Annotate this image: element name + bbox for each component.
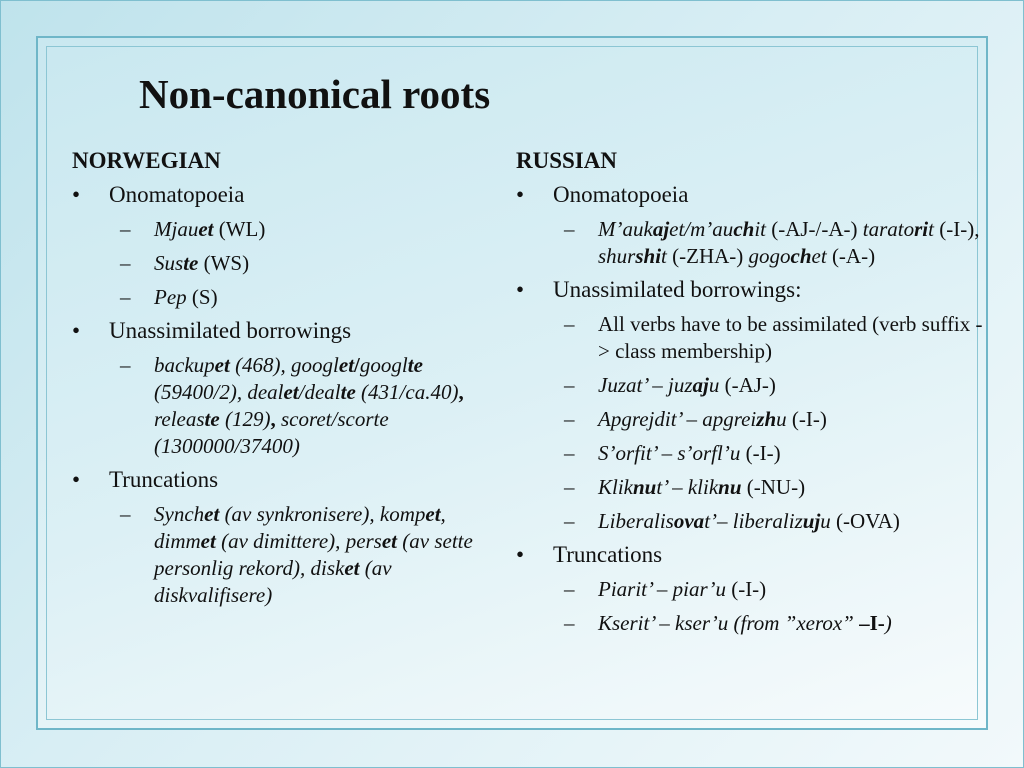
word-note: (S) bbox=[186, 285, 218, 309]
bullet-marker: • bbox=[516, 542, 525, 567]
bullet-label: Onomatopoeia bbox=[553, 182, 689, 207]
russian-truncations-list bbox=[516, 576, 986, 637]
list-item: – Kliknut’ – kliknu (-NU-) bbox=[564, 475, 806, 499]
dash-marker: – bbox=[564, 577, 575, 601]
bullet-marker: • bbox=[516, 182, 525, 207]
norwegian-column bbox=[72, 147, 504, 609]
bullet-marker: • bbox=[72, 467, 81, 492]
russian-bullet-truncations bbox=[516, 541, 986, 569]
list-item: – Juzat’ – juzaju (-AJ-) bbox=[564, 373, 776, 397]
list-item: – Apgrejdit’ – apgreizhu (-I-) bbox=[564, 407, 827, 431]
list-item bbox=[72, 284, 504, 311]
norwegian-truncations-list bbox=[72, 501, 504, 609]
bullet-label: Unassimilated borrowings bbox=[109, 318, 352, 343]
russian-onomatopoeia-list bbox=[516, 216, 986, 270]
list-item: – Liberalisovat’– liberalizuju (-OVA) bbox=[564, 509, 900, 533]
list-item bbox=[72, 250, 504, 277]
bullet-label: Truncations bbox=[553, 542, 663, 567]
word-note: (WS) bbox=[198, 251, 250, 275]
truncations-text: Synchet (av synkronisere), kompet, dimmet (av dimittere), perset (av sette personlig rekord), disket (av diskvalifisere) bbox=[154, 502, 473, 607]
dash-marker: – bbox=[564, 217, 575, 241]
word-suffix: te bbox=[183, 251, 199, 275]
word-stem: Sus bbox=[154, 251, 184, 275]
word-suffix: ep bbox=[166, 285, 187, 309]
bullet-label: Unassimilated borrowings: bbox=[553, 277, 802, 302]
norwegian-bullet-onomatopoeia bbox=[72, 181, 504, 209]
list-item: – M’aukajet/m’auchit (-AJ-/-A-) taratorit (-I-), shurshit (-ZHA-) gogochet (-A-) bbox=[564, 217, 980, 268]
word-suffix: et bbox=[198, 217, 214, 241]
list-item bbox=[72, 501, 504, 609]
norwegian-bullet-truncations bbox=[72, 466, 504, 494]
dash-marker: – bbox=[564, 312, 575, 336]
bullet-label: Truncations bbox=[109, 467, 219, 492]
dash-marker: – bbox=[564, 373, 575, 397]
bullet-marker: • bbox=[516, 277, 525, 302]
list-item: – Piarit’ – piar’u (-I-) bbox=[564, 577, 767, 601]
word-note: (WL) bbox=[213, 217, 266, 241]
dash-marker: – bbox=[564, 509, 575, 533]
list-item: – backupet (468), googlet/googlte (59400/2), dealet/dealte (431/ca.40), releaste (129), scoret/scorte (1300000/37400) bbox=[120, 353, 464, 458]
list-item: – Kserit’ – kser’u (from ”xerox” –I-) bbox=[564, 611, 892, 635]
russian-heading: RUSSIAN bbox=[516, 148, 617, 173]
bullet-marker: • bbox=[72, 182, 81, 207]
bullet-marker: • bbox=[72, 318, 81, 343]
slide-title: Non-canonical roots bbox=[139, 71, 491, 117]
slash: / bbox=[354, 353, 360, 377]
dash-marker: – bbox=[564, 441, 575, 465]
word-stem: P bbox=[154, 285, 167, 309]
list-item bbox=[516, 311, 986, 365]
russian-bullet-onomatopoeia bbox=[516, 181, 986, 209]
dash-marker: – bbox=[564, 611, 575, 635]
list-item-text: All verbs have to be assimilated (verb suffix -> class membership) bbox=[598, 312, 983, 363]
norwegian-bullet-borrowings bbox=[72, 317, 504, 345]
dash-marker: – bbox=[120, 251, 131, 275]
norwegian-heading: NORWEGIAN bbox=[72, 148, 221, 173]
dash-marker: – bbox=[564, 407, 575, 431]
dash-marker: – bbox=[120, 502, 131, 526]
russian-bullet-borrowings bbox=[516, 276, 986, 304]
dash-marker: – bbox=[564, 475, 575, 499]
list-item bbox=[72, 216, 504, 243]
norwegian-onomatopoeia-list bbox=[72, 216, 504, 311]
dash-marker: – bbox=[120, 285, 131, 309]
russian-borrowings-list bbox=[516, 311, 986, 535]
russian-column bbox=[516, 147, 986, 637]
dash-marker: – bbox=[120, 353, 131, 377]
borrowings-text: backupet (468), googlet bbox=[154, 353, 355, 377]
list-item: – S’orfit’ – s’orfl’u (-I-) bbox=[564, 441, 781, 465]
dash-marker: – bbox=[120, 217, 131, 241]
bullet-label: Onomatopoeia bbox=[109, 182, 245, 207]
word-stem: Mjau bbox=[154, 217, 199, 241]
norwegian-borrowings-list bbox=[72, 352, 504, 460]
